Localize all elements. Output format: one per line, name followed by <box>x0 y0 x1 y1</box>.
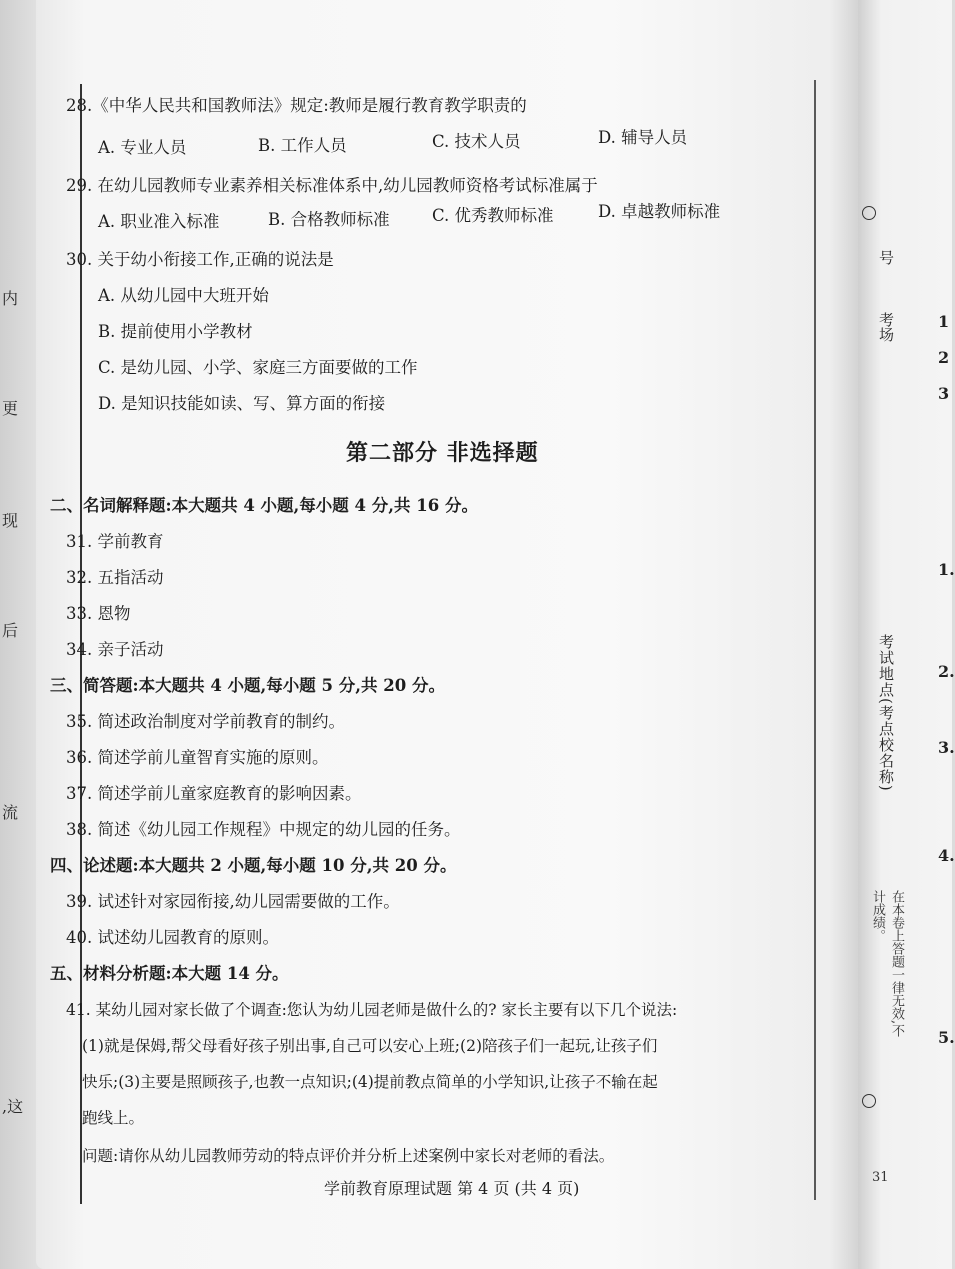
right-page-fragment: 4. <box>938 846 955 865</box>
q41-line: (1)就是保姆,帮父母看好孩子别出事,自己可以安心上班;(2)陪孩子们一起玩,让孩子们 <box>82 1037 658 1055</box>
left-margin-fragment: 后 <box>2 621 19 640</box>
q28-option-a: A. 专业人员 <box>98 138 187 157</box>
right-page-fragment: 2. <box>938 662 955 681</box>
section-4-header: 四、论述题:本大题共 2 小题,每小题 10 分,共 20 分。 <box>50 856 457 875</box>
exam-room-label: 考场 <box>877 312 895 342</box>
question-30-stem: 30. 关于幼小衔接工作,正确的说法是 <box>66 250 334 269</box>
section-3-item: 36. 简述学前儿童智育实施的原则。 <box>66 748 329 767</box>
q29-option-a: A. 职业准入标准 <box>98 212 220 231</box>
section-3-item: 38. 简述《幼儿园工作规程》中规定的幼儿园的任务。 <box>66 820 461 839</box>
right-page-fragment: 5. <box>938 1028 955 1047</box>
q28-option-d: D. 辅导人员 <box>598 128 688 147</box>
q41-question: 问题:请你从幼儿园教师劳动的特点评价并分析上述案例中家长对老师的看法。 <box>82 1147 615 1165</box>
q28-option-c: C. 技术人员 <box>432 132 521 151</box>
right-page-fragment: 3. <box>938 738 955 757</box>
right-page-fragment: 1 <box>938 312 950 331</box>
exam-location-label: 考试地点(考点校名称) <box>877 634 895 792</box>
left-margin-fragment: 流 <box>2 803 19 822</box>
seat-number-label: 号 <box>877 250 895 265</box>
section-2-item: 34. 亲子活动 <box>66 640 164 659</box>
right-adjacent-page <box>858 0 955 1269</box>
q41-line: 41. 某幼儿园对家长做了个调查:您认为幼儿园老师是做什么的? 家长主要有以下几个说法: <box>66 1001 678 1019</box>
right-page-number: 31 <box>872 1170 889 1185</box>
q29-option-b: B. 合格教师标准 <box>268 210 390 229</box>
q29-option-d: D. 卓越教师标准 <box>598 202 721 221</box>
section-5-header: 五、材料分析题:本大题 14 分。 <box>50 964 289 983</box>
q30-option-d: D. 是知识技能如读、写、算方面的衔接 <box>98 394 386 413</box>
left-margin-fragment: 现 <box>2 511 19 530</box>
q28-option-b: B. 工作人员 <box>258 136 347 155</box>
answer-warning-text: 在本卷上答题一律无效,不计成绩。 <box>870 890 904 1038</box>
section-2-item: 33. 恩物 <box>66 604 131 623</box>
section-3-item: 37. 简述学前儿童家庭教育的影响因素。 <box>66 784 362 803</box>
q41-line: 快乐;(3)主要是照顾孩子,也教一点知识;(4)提前教点简单的小学知识,让孩子不输在起 <box>82 1073 658 1091</box>
section-2-item: 32. 五指活动 <box>66 568 164 587</box>
section-2-item: 31. 学前教育 <box>66 532 164 551</box>
section-4-item: 40. 试述幼儿园教育的原则。 <box>66 928 279 947</box>
right-page-fragment: 1. <box>938 560 955 579</box>
binding-hole-top-icon <box>862 206 876 220</box>
page-border-right <box>814 80 816 1200</box>
right-page-fragment: 3 <box>938 384 950 403</box>
q30-option-b: B. 提前使用小学教材 <box>98 322 253 341</box>
question-28-stem: 28.《中华人民共和国教师法》规定:教师是履行教育教学职责的 <box>66 96 527 115</box>
page-footer: 学前教育原理试题 第 4 页 (共 4 页) <box>324 1179 580 1198</box>
left-margin-fragment: 内 <box>2 289 19 308</box>
q29-option-c: C. 优秀教师标准 <box>432 206 554 225</box>
question-29-stem: 29. 在幼儿园教师专业素养相关标准体系中,幼儿园教师资格考试标准属于 <box>66 176 598 195</box>
section-3-header: 三、简答题:本大题共 4 小题,每小题 5 分,共 20 分。 <box>50 676 445 695</box>
left-margin-fragment: 更 <box>2 399 19 418</box>
exam-page <box>36 0 858 1269</box>
q30-option-c: C. 是幼儿园、小学、家庭三方面要做的工作 <box>98 358 418 377</box>
left-margin-fragment: ,这 <box>2 1097 24 1116</box>
section-2-header: 二、名词解释题:本大题共 4 小题,每小题 4 分,共 16 分。 <box>50 496 478 515</box>
binding-hole-bottom-icon <box>862 1094 876 1108</box>
right-page-fragment: 2 <box>938 348 950 367</box>
section-4-item: 39. 试述针对家园衔接,幼儿园需要做的工作。 <box>66 892 400 911</box>
q30-option-a: A. 从幼儿园中大班开始 <box>98 286 269 305</box>
q41-line: 跑线上。 <box>82 1109 145 1127</box>
part2-title: 第二部分 非选择题 <box>346 440 539 466</box>
section-3-item: 35. 简述政治制度对学前教育的制约。 <box>66 712 345 731</box>
